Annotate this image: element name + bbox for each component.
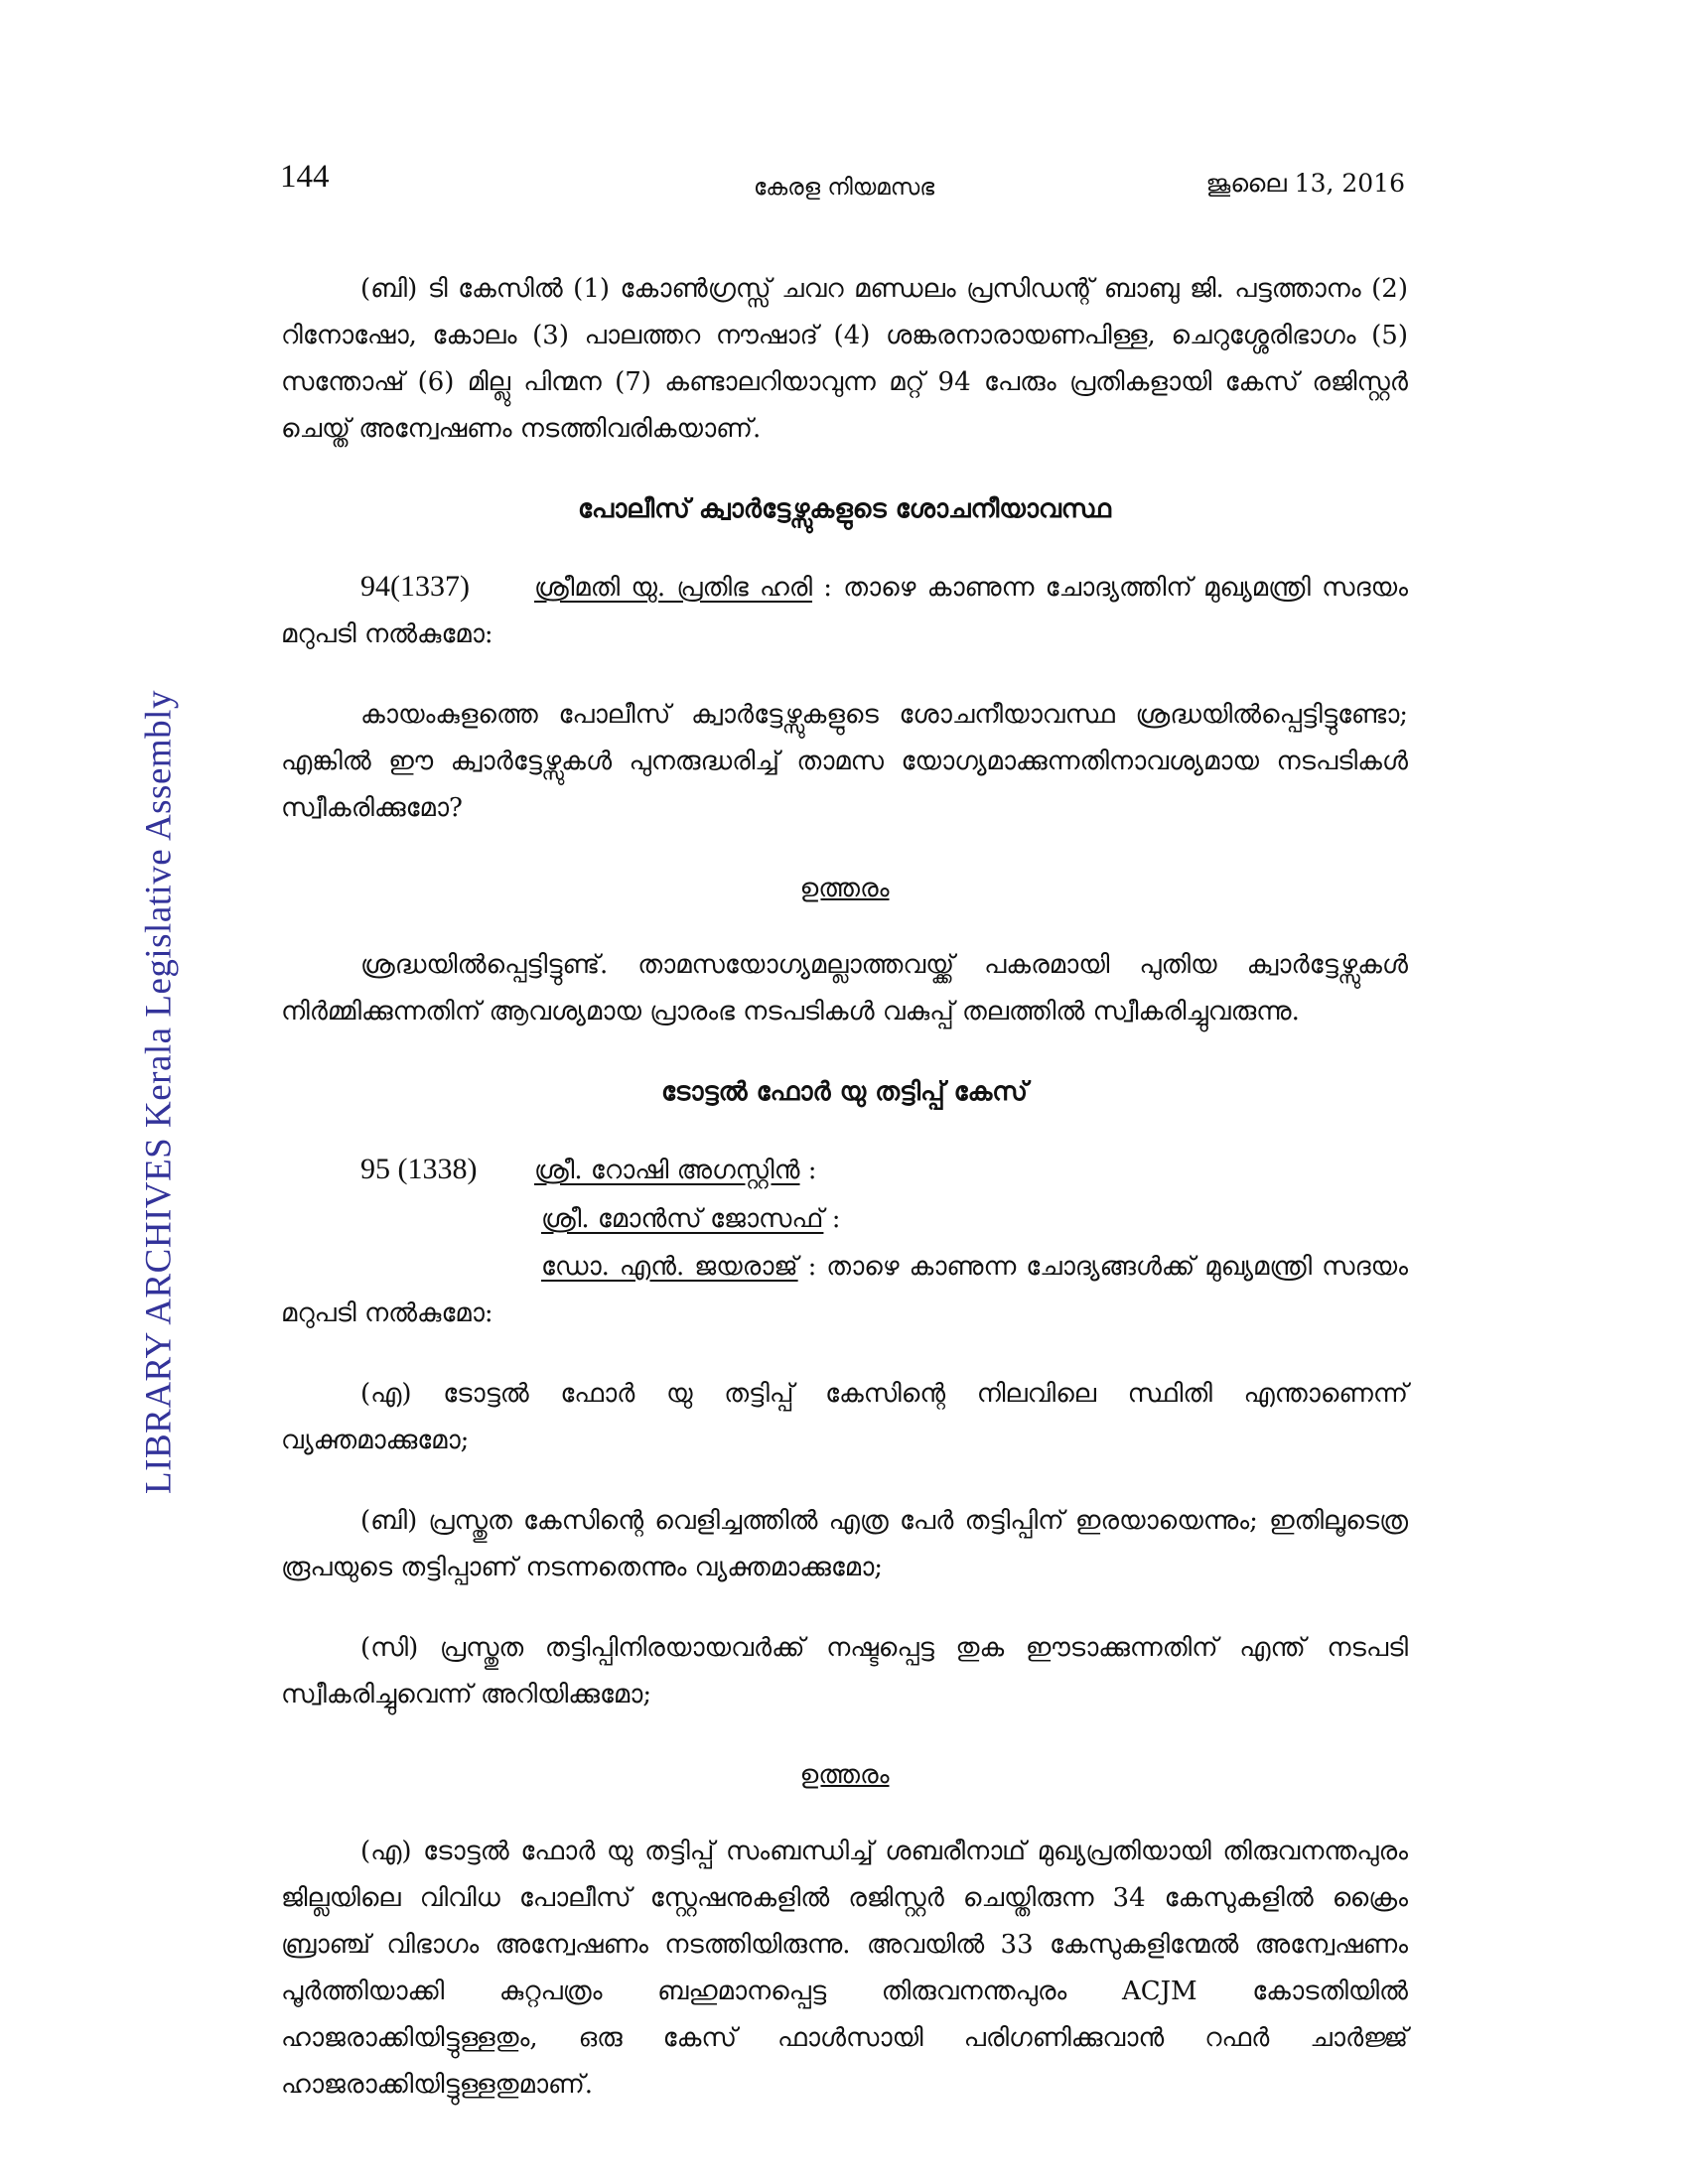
page-body: [281, 266, 1408, 2109]
q95-heading: ടോട്ടൽ ഫോർ യു തട്ടിപ്പ് കേസ്: [661, 1077, 1028, 1107]
q95-answer-a: (എ) ടോട്ടൽ ഫോർ യു തട്ടിപ്പ് സംബന്ധിച്ച് ശബരീനാഥ് മുഖ്യപ്രതിയായി തിരുവനന്തപുരം ജില്ലയിലെ വിവിധ പോലീസ് സ്റ്റേഷനുകളിൽ രജിസ്റ്റർ ചെയ്തിരുന്ന 34 കേസുകളിൽ ക്രൈം ബ്രാഞ്ച് വിഭാഗം അന്വേഷണം നടത്തിയിരുന്നു. അവയിൽ 33 കേസുകളിന്മേൽ അന്വേഷണം പൂർത്തിയാക്കി കുറ്റപത്രം ബഹുമാനപ്പെട്ട തിരുവനന്തപുരം ACJM കോടതിയിൽ ഹാജരാക്കിയിട്ടുള്ളതും, ഒരു കേസ് ഫാൾസായി പരിഗണിക്കുവാൻ റഫർ ചാർജ്ജ് ഹാജരാക്കിയിട്ടുള്ളതുമാണ്.: [281, 1837, 1408, 2100]
q94-answer-label: ഉത്തരം: [799, 874, 890, 903]
q95-question-a: (എ) ടോട്ടൽ ഫോർ യു തട്ടിപ്പ് കേസിന്റെ നിലവിലെ സ്ഥിതി എന്താണെന്ന് വ്യക്തമാക്കുമോ;: [281, 1379, 1408, 1455]
q95-number: 95 (1338): [360, 1153, 478, 1185]
page-header-date: ജൂലൈ 13, 2016: [1205, 169, 1405, 198]
q95-question-b: (ബി) പ്രസ്തുത കേസിന്റെ വെളിച്ചത്തിൽ എത്ര പേർ തട്ടിപ്പിന് ഇരയായെന്നും; ഇതിലൂടെത്ര രൂപയുടെ തട്ടിപ്പാണ് നടന്നതെന്നും വ്യക്തമാക്കുമോ;: [281, 1506, 1408, 1582]
page-header-title: കേരള നിയമസഭ: [753, 175, 935, 201]
page-number: 144: [280, 159, 330, 195]
q94-ask: : താഴെ കാണുന്ന ചോദ്യത്തിന് മുഖ്യമന്ത്രി സദയം മറുപടി നൽകുമോ:: [281, 573, 1408, 649]
q94-question: കായംകുളത്തെ പോലീസ് ക്വാർട്ടേഴ്സുകളുടെ ശോചനീയാവസ്ഥ ശ്രദ്ധയിൽപ്പെട്ടിട്ടുണ്ടോ; എങ്കിൽ ഈ ക്വാർട്ടേഴ്സുകൾ പുനരുദ്ധരിച്ച് താമസ യോഗ്യമാക്കുന്നതിനാവശ്യമായ നടപടികൾ സ്വീകരിക്കുമോ?: [281, 700, 1408, 823]
q94-answer: ശ്രദ്ധയിൽപ്പെട്ടിട്ടുണ്ട്. താമസയോഗ്യമല്ലാത്തവയ്ക്ക് പകരമായി പുതിയ ക്വാർട്ടേഴ്സുകൾ നിർമ്മിക്കുന്നതിന് ആവശ്യമായ പ്രാരംഭ നടപടികൾ വകുപ്പ് തലത്തിൽ സ്വീകരിച്ചുവരുന്നു.: [281, 950, 1408, 1026]
q95-mover-3: ഡോ. എൻ. ജയരാജ്: [541, 1252, 798, 1282]
archive-watermark: LIBRARY ARCHIVES Kerala Legislative Assembly: [138, 690, 180, 1494]
previous-answer-b: (ബി) ടി കേസിൽ (1) കോൺഗ്രസ്സ് ചവറ മണ്ഡലം പ്രസിഡന്റ് ബാബു ജി. പട്ടത്താനം (2) റിനോഷോ, കോലം (3) പാലത്തറ നൗഷാദ് (4) ശങ്കരനാരായണപിള്ള, ചെറുശ്ശേരിഭാഗം (5) സന്തോഷ് (6) മില്ലു പിന്മന (7) കണ്ടാലറിയാവുന്ന മറ്റ് 94 പേരും പ്രതികളായി കേസ് രജിസ്റ്റർ ചെയ്ത് അന്വേഷണം നടത്തിവരികയാണ്.: [281, 274, 1408, 444]
q95-answer-label: ഉത്തരം: [799, 1760, 890, 1790]
q94-heading: പോലീസ് ക്വാർട്ടേഴ്സുകളുടെ ശോചനീയാവസ്ഥ: [578, 494, 1111, 524]
q95-mover-3-line: [281, 1244, 1408, 1337]
q95-mover-1: ശ്രീ. റോഷി അഗസ്റ്റിൻ: [534, 1156, 800, 1185]
q95-mover-2: ശ്രീ. മോൻസ് ജോസഫ്: [541, 1204, 824, 1234]
q94-mover: ശ്രീമതി യു. പ്രതിഭ ഹരി: [534, 573, 813, 603]
q95-ask: : താഴെ കാണുന്ന ചോദ്യങ്ങൾക്ക് മുഖ്യമന്ത്രി സദയം മറുപടി നൽകുമോ:: [281, 1252, 1409, 1328]
q94-intro: [281, 563, 1408, 658]
q95-intro: 95 (1338) ശ്രീ. റോഷി അഗസ്റ്റിൻ : ശ്രീ. മോൻസ് ജോസഫ് : ഡോ. എൻ. ജയരാജ് : താഴെ കാണുന്ന ചോദ്യങ്ങൾക്ക് മുഖ്യമന്ത്രി സദയം മറുപടി നൽകുമോ:: [281, 1146, 1408, 1337]
q95-question-c: (സി) പ്രസ്തുത തട്ടിപ്പിനിരയായവർക്ക് നഷ്ടപ്പെട്ട തുക ഈടാക്കുന്നതിന് എന്ത് നടപടി സ്വീകരിച്ചുവെന്ന് അറിയിക്കുമോ;: [281, 1633, 1408, 1709]
q94-number: 94(1337): [360, 570, 470, 603]
